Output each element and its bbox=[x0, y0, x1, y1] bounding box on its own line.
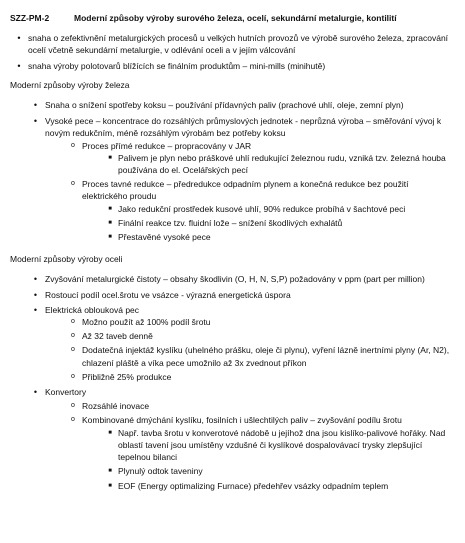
intro-item bbox=[10, 32, 455, 56]
bullet-dot: • bbox=[17, 60, 21, 71]
list-item bbox=[10, 316, 455, 328]
list-item-text: Rozsáhlé inovace bbox=[82, 401, 150, 412]
bullet-square: ■ bbox=[108, 154, 112, 161]
list-item bbox=[10, 344, 455, 368]
document-header bbox=[10, 12, 455, 24]
list-item-text: Kombinované dmýchání kyslíku, fosilních i ušlechtilých paliv – zvyšování podílu šrotu bbox=[82, 415, 402, 426]
bullet-dot: • bbox=[33, 274, 38, 285]
list-item-text: Až 32 taveb denně bbox=[82, 331, 153, 342]
list-item bbox=[10, 414, 455, 426]
bullet-square: ■ bbox=[108, 219, 112, 226]
list-item bbox=[10, 178, 455, 202]
list-item-text: Elektrická oblouková pec bbox=[45, 304, 140, 315]
list-item-text: Plynulý odtok taveniny bbox=[118, 466, 203, 477]
list-item-text: EOF (Energy optimalizing Furnace) předehřev vsázky odpadním teplem bbox=[118, 480, 389, 491]
intro-item bbox=[10, 60, 455, 72]
bullet-circle: o bbox=[71, 346, 75, 354]
list-item bbox=[10, 99, 455, 111]
bullet-square: ■ bbox=[108, 429, 112, 436]
section-heading-steel: Moderní způsoby výroby oceli bbox=[10, 254, 123, 265]
list-item bbox=[10, 400, 455, 412]
list-item-text: Např. tavba šrotu v konverotové nádobě u jejíhož dna jsou kislíko-palivové hořáky. Nad oblastí tavení jsou umístěny vzdušné či kyslíkové dospalovávací trysky zlepšující tepelnou bilanci bbox=[118, 427, 446, 463]
list-item-text: Palivem je plyn nebo práškové uhlí redukující železnou rudu, vzniká tzv. železná houba používána do el. Ocelářských pecí bbox=[118, 152, 446, 176]
list-item-text: Vysoké pece – koncentrace do rozsáhlých průmyslových jednotek - neprůzná výroba – směřování vývoj k novým redukčním, méně rozsáhlým výrobám bez potřeby koksu bbox=[45, 116, 442, 139]
bullet-circle: o bbox=[71, 180, 75, 188]
list-item bbox=[10, 304, 455, 316]
bullet-dot: • bbox=[33, 289, 38, 300]
document-code: SZZ-PM-2 bbox=[10, 13, 50, 23]
list-item bbox=[10, 289, 455, 301]
list-item bbox=[10, 386, 455, 398]
bullet-dot: • bbox=[33, 116, 38, 127]
list-item-text: Možno použít až 100% podíl šrotu bbox=[82, 317, 211, 328]
bullet-dot: • bbox=[33, 304, 38, 315]
bullet-circle: o bbox=[71, 402, 75, 410]
list-item-text: Přestavěné vysoké pece bbox=[118, 232, 211, 243]
list-item bbox=[10, 480, 455, 492]
bullet-circle: o bbox=[71, 332, 75, 340]
document-title: Moderní způsoby výroby surového železa, ocelí, sekundární metalurgie, kontilití bbox=[74, 13, 397, 23]
intro-text: snaha výroby polotovarů blížících se finálním produktům – mini-mills (minihutě) bbox=[28, 60, 326, 71]
list-item bbox=[10, 140, 455, 152]
bullet-circle: o bbox=[71, 318, 75, 326]
bullet-circle: o bbox=[71, 416, 75, 424]
list-item bbox=[10, 115, 455, 139]
bullet-square: ■ bbox=[108, 482, 112, 489]
list-item-text: Finální reakce tzv. fluidní lože – snížení škodlivých exhalátů bbox=[118, 217, 343, 228]
list-item-text: Proces tavné redukce – předredukce odpadním plynem a konečná redukce bez použití elektrického proudu bbox=[82, 179, 409, 202]
intro-text: snaha o zefektivnění metalurgických procesů u velkých hutních provozů ve výrobě surového železa, zpracování ocelí včetně sekundární metalurgie, v odlévání oceli a v jejím válcování bbox=[28, 33, 449, 56]
list-item-text: Zvyšování metalurgické čistoty – obsahy škodlivin (O, H, N, S,P) požadovány v ppm (part per million) bbox=[45, 274, 425, 285]
bullet-circle: o bbox=[71, 372, 75, 380]
section-heading-iron: Moderní způsoby výroby železa bbox=[10, 79, 130, 90]
bullet-dot: • bbox=[17, 33, 21, 44]
list-item-text: Jako redukční prostředek kusové uhlí, 90% redukce probíhá v šachtové peci bbox=[118, 203, 406, 214]
list-item-text: Rostoucí podíl ocel.šrotu ve vsázce - výrazná energetická úspora bbox=[45, 289, 291, 300]
list-item bbox=[10, 371, 455, 383]
list-item bbox=[10, 203, 455, 215]
list-item-text: Dodatečná injektáž kyslíku (uhelného prášku, oleje či plynu), vyření lázně inertními plyny (Ar, N2), chlazení pláště a víka pece umožnilo až 3x zvednout příkon bbox=[82, 345, 450, 368]
list-item bbox=[10, 427, 455, 464]
bullet-square: ■ bbox=[108, 205, 112, 212]
list-item bbox=[10, 152, 455, 176]
bullet-circle: o bbox=[71, 141, 75, 149]
list-item-text: Konvertory bbox=[45, 387, 87, 398]
list-item bbox=[10, 330, 455, 342]
list-item bbox=[10, 273, 455, 285]
list-item-text: Proces přímé redukce – propracovány v JAR bbox=[82, 140, 252, 151]
list-item bbox=[10, 231, 455, 243]
bullet-dot: • bbox=[33, 100, 38, 111]
list-item-text: Snaha o snížení spotřeby koksu – používání přídavných paliv (prachové uhlí, oleje, zemní plyn) bbox=[45, 100, 404, 111]
list-item-text: Přibližně 25% produkce bbox=[82, 371, 172, 382]
list-item bbox=[10, 217, 455, 229]
list-item bbox=[10, 465, 455, 477]
bullet-square: ■ bbox=[108, 468, 112, 475]
bullet-dot: • bbox=[33, 387, 38, 398]
bullet-square: ■ bbox=[108, 234, 112, 241]
